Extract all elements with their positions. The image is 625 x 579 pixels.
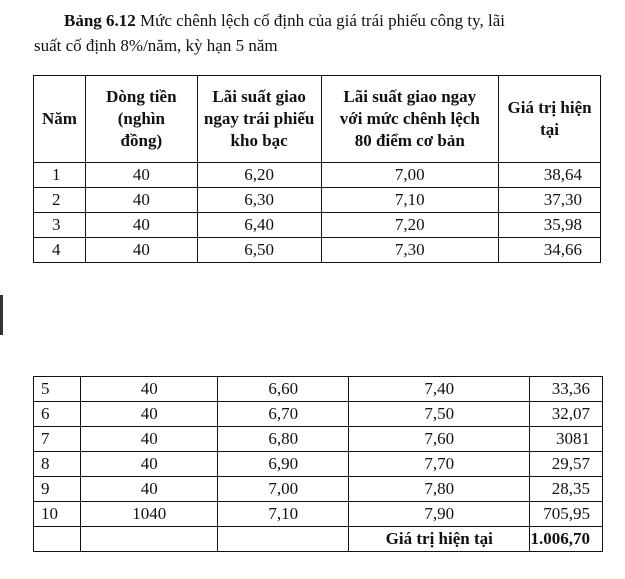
total-row — [34, 527, 603, 552]
caption-text-line2: suất cố định 8%/năm, kỳ hạn 5 năm — [34, 36, 278, 55]
cell-pv: 34,66 — [499, 238, 601, 263]
total-label: Giá trị hiện tại — [349, 527, 530, 552]
cell-spread: 7,70 — [349, 452, 530, 477]
header-cashflow — [85, 76, 197, 163]
cell-empty — [34, 527, 81, 552]
header-spread-l3: 80 điểm cơ bản — [354, 131, 465, 150]
cell-cashflow: 40 — [80, 402, 218, 427]
cell-spread: 7,90 — [349, 502, 530, 527]
cell-spread: 7,40 — [349, 377, 530, 402]
cell-spot: 6,20 — [197, 163, 321, 188]
header-spot-l3: kho bạc — [230, 131, 288, 150]
table-row — [34, 188, 601, 213]
cell-year: 10 — [34, 502, 81, 527]
table-row — [34, 213, 601, 238]
cell-cashflow: 40 — [80, 377, 218, 402]
table-row — [34, 477, 603, 502]
cell-pv: 32,07 — [530, 402, 603, 427]
header-year: Năm — [34, 76, 86, 163]
cell-year: 2 — [34, 188, 86, 213]
table-row — [34, 502, 603, 527]
cell-pv: 33,36 — [530, 377, 603, 402]
cell-cashflow: 40 — [80, 452, 218, 477]
cell-year: 6 — [34, 402, 81, 427]
total-value: 1.006,70 — [530, 527, 603, 552]
cell-year: 4 — [34, 238, 86, 263]
cell-cashflow: 40 — [85, 213, 197, 238]
table-caption — [34, 8, 614, 58]
cell-spot: 7,00 — [218, 477, 349, 502]
header-pv-l1: Giá trị hiện — [507, 98, 592, 117]
cell-pv: 28,35 — [530, 477, 603, 502]
cell-cashflow: 40 — [85, 238, 197, 263]
header-spread-rate — [321, 76, 499, 163]
cell-year: 9 — [34, 477, 81, 502]
cell-year: 1 — [34, 163, 86, 188]
cell-cashflow: 40 — [85, 163, 197, 188]
caption-label: Bảng 6.12 — [64, 11, 136, 30]
cell-pv: 29,57 — [530, 452, 603, 477]
cell-spot: 6,70 — [218, 402, 349, 427]
cell-spread: 7,30 — [321, 238, 499, 263]
header-spot-l2: ngay trái phiếu — [203, 109, 315, 128]
cell-spot: 6,30 — [197, 188, 321, 213]
cell-cashflow: 40 — [85, 188, 197, 213]
header-spot-rate — [197, 76, 321, 163]
cell-cashflow: 40 — [80, 427, 218, 452]
cell-pv: 37,30 — [499, 188, 601, 213]
header-present-value — [499, 76, 601, 163]
cell-spread: 7,00 — [321, 163, 499, 188]
header-cashflow-l3: đồng) — [120, 131, 163, 150]
cell-spot: 7,10 — [218, 502, 349, 527]
header-spread-l2: với mức chênh lệch — [339, 109, 480, 128]
cell-spread: 7,20 — [321, 213, 499, 238]
cell-pv: 3081 — [530, 427, 603, 452]
cell-spot: 6,80 — [218, 427, 349, 452]
cell-cashflow: 1040 — [80, 502, 218, 527]
header-spread-l1: Lãi suất giao ngay — [343, 87, 477, 106]
cell-year: 8 — [34, 452, 81, 477]
cell-year: 3 — [34, 213, 86, 238]
cell-year: 7 — [34, 427, 81, 452]
cell-spread: 7,60 — [349, 427, 530, 452]
cell-spot: 6,90 — [218, 452, 349, 477]
header-spot-l1: Lãi suất giao — [212, 87, 306, 106]
bond-table-top — [33, 75, 601, 263]
cell-cashflow: 40 — [80, 477, 218, 502]
cell-empty — [80, 527, 218, 552]
table-row — [34, 377, 603, 402]
cell-spread: 7,50 — [349, 402, 530, 427]
table-row — [34, 452, 603, 477]
cell-empty — [218, 527, 349, 552]
cell-spread: 7,10 — [321, 188, 499, 213]
cell-spread: 7,80 — [349, 477, 530, 502]
header-cashflow-l2: (nghìn — [117, 109, 165, 128]
bond-table-bottom — [33, 376, 603, 552]
header-row — [34, 76, 601, 163]
cell-spot: 6,40 — [197, 213, 321, 238]
table-row — [34, 163, 601, 188]
caption-text-line1: Mức chênh lệch cố định của giá trái phiếu công ty, lãi — [140, 11, 506, 30]
header-cashflow-l1: Dòng tiền — [106, 87, 177, 106]
header-pv-l2: tại — [540, 120, 559, 139]
table-row — [34, 427, 603, 452]
cell-year: 5 — [34, 377, 81, 402]
cell-pv: 705,95 — [530, 502, 603, 527]
table-row — [34, 402, 603, 427]
cell-pv: 38,64 — [499, 163, 601, 188]
margin-mark — [0, 295, 3, 335]
cell-spot: 6,60 — [218, 377, 349, 402]
cell-spot: 6,50 — [197, 238, 321, 263]
table-row — [34, 238, 601, 263]
cell-pv: 35,98 — [499, 213, 601, 238]
